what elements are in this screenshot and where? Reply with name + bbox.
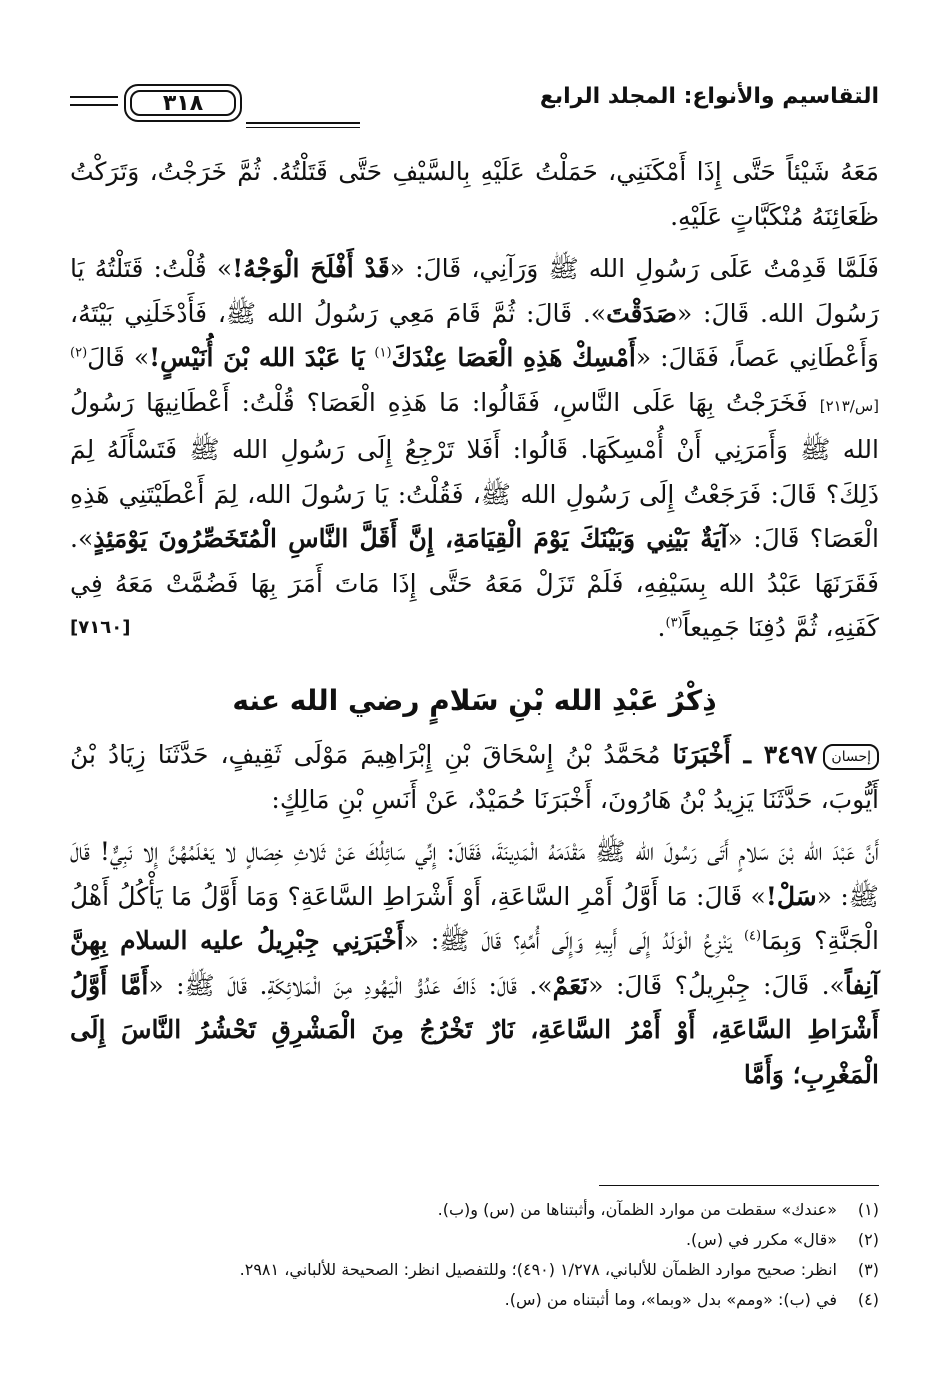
header-rule [246, 127, 360, 128]
footnote [70, 1195, 879, 1225]
hadith-quote: صَدَقْتَ [606, 298, 677, 328]
text-run: » قَالَ: مَا أَوَّلُ أَمْرِ السَّاعَةِ، أَوْ أَشْرَاطِ السَّاعَةِ؟ وَمَا أَوَّلُ مَا يَأْكُلُ أَهْلُ الْجَنَّةِ؟ وَبِمَا [70, 881, 879, 955]
paragraph [70, 150, 879, 239]
page-number: ٣١٨ [130, 90, 236, 116]
hadith-badge: إحسان [823, 744, 879, 770]
isnad: مُحَمَّدُ بْنُ إِسْحَاقَ بْنِ إِبْرَاهِيمَ مَوْلَى ثَقِيفٍ، حَدَّثَنَا زِيَادُ بْنُ أَيُّوبَ، حَدَّثَنَا يَزِيدُ بْنُ هَارُونَ، أَخْبَرَنَا حُمَيْدٌ، عَنْ أَنَسِ بْنِ مَالِكٍ: [70, 740, 879, 814]
header-ornament [70, 104, 118, 106]
header-ornament [70, 96, 118, 98]
footnote-number: (٤) [857, 1290, 879, 1309]
paragraph [70, 247, 879, 651]
footnote-ref[interactable]: (٢) [70, 345, 88, 361]
text-run: ». قَالَ: ذَاكَ عَدُوُّ الْيَهُودِ مِنَ الْمَلائِكَةِ. قَالَ ﷺ: « [148, 970, 553, 1000]
footnote [70, 1225, 879, 1255]
text-run: ». قَالَ: جِبْرِيلُ؟ قَالَ: « [588, 970, 845, 1000]
footnote-text: انظر: صحيح موارد الظمآن للألباني، ١/٢٧٨ (٤٩٠)؛ وللتفصيل انظر: الصحيحة للألباني، ٢٩٨١. [239, 1260, 837, 1279]
page-header [70, 78, 879, 128]
footnote-text: «عندك» سقطت من موارد الظمآن، وأثبتناها من (س) و(ب). [437, 1200, 837, 1219]
footnote-number: (١) [857, 1200, 879, 1219]
hadith-number-ref: [٧١٦٠] [70, 617, 131, 638]
hadith-quote: نَعَمْ [552, 970, 589, 1000]
section-heading: ذِكْرُ عَبْدِ الله بْنِ سَلامٍ رضي الله عنه [232, 683, 717, 717]
footnotes [70, 1195, 879, 1315]
text-run: . [657, 613, 666, 642]
footnote-text: «قال» مكرر في (س). [685, 1230, 837, 1249]
footnote-number: (٢) [857, 1230, 879, 1249]
text-run: ». قَالَ: ثُمَّ قَامَ مَعِي رَسُولُ الله ﷺ، فَأَدْخَلَنِي بَيْتَهُ، وَأَعْطَانِي عَصاً، فَقَالَ: « [70, 298, 879, 372]
footnote [70, 1285, 879, 1315]
text-run: مَعَهُ شَيْئاً حَتَّى إِذَا أَمْكَنَنِي، حَمَلْتُ عَلَيْهِ بِالسَّيْفِ حَتَّى قَتَلْتُهُ. ثُمَّ خَرَجْتُ، وَتَرَكْتُ ظَعَائِنَهُ مُنْكَبَّاتٍ عَلَيْهِ. [70, 157, 879, 231]
hadith-number: ٣٤٩٧ ـ أَخْبَرَنَا [672, 740, 818, 769]
footnote-number: (٣) [857, 1260, 879, 1279]
text-run: فَلَمَّا قَدِمْتُ عَلَى رَسُولِ الله ﷺ وَرَآنِي، قَالَ: « [389, 254, 879, 283]
paragraph [70, 733, 879, 822]
hadith-quote: آيَةٌ بَيْنِي وَبَيْنَكَ يَوْمَ الْقِيَامَةِ، إِنَّ أَقَلَّ النَّاسِ الْمُتَخَصِّرُونَ يَوْمَئِذٍ [93, 524, 728, 553]
hadith-quote: قَدْ أَفْلَحَ الْوَجْهُ! [232, 254, 390, 283]
hadith-quote: يَا عَبْدَ الله بْنَ أُنَيْسٍ! [149, 343, 375, 372]
paragraph [70, 830, 879, 1097]
page-number-box [124, 84, 242, 122]
footnote-ref[interactable]: (٤) [743, 928, 762, 944]
footnote [70, 1255, 879, 1285]
manuscript-ref: [س/٢١٣] [819, 396, 879, 415]
page-number-frame [70, 82, 360, 122]
hadith-quote: سَلْ! [765, 881, 817, 911]
hadith-quote: أَمْسِكْ هَذِهِ الْعَصَا عِنْدَكَ [391, 343, 636, 372]
hadith-quote: أَخْبَرَنِي جِبْرِيلُ عليه السلام بِهِنَّ آنِفاً [70, 926, 880, 1000]
footnote-ref[interactable]: (٣) [665, 615, 683, 631]
main-text [70, 150, 879, 1105]
text-run: » قَالَ [87, 343, 150, 372]
text-run: ». فَقَرَنَهَا عَبْدُ الله بِسَيْفِهِ، فَلَمْ تَزَلْ مَعَهُ حَتَّى إِذَا مَاتَ أَمَرَ بِهَا فَضُمَّتْ مَعَهُ فِي كَفَنِهِ، ثُمَّ دُفِنَا جَمِيعاً [70, 524, 879, 642]
text-run: يَنْزِعُ الْوَلَدُ إِلَى أَبِيهِ وَإِلَى أُمِّهِ؟ قَالَ ﷺ: « [403, 926, 744, 955]
header-rule [246, 122, 360, 124]
footnote-ref[interactable]: (١) [374, 345, 392, 361]
text-run: » قُلْتُ: قَتَلْتُهُ يَا رَسُولَ الله. قَالَ: « [70, 254, 879, 328]
text-run: أَنَّ عَبْدَ الله بْنَ سَلامٍ أَتَى رَسُولَ الله ﷺ مَقْدَمَهُ الْمَدِينَةَ، فَقَالَ: إِنِّي سَائِلُكَ عَنْ ثَلاثِ خِصَالٍ لا يَعْلَمُهُنَّ إِلا نَبِيٌّ! قَالَ ﷺ: « [70, 837, 879, 911]
footnote-text: في (ب): «ومم» بدل «وبما»، وما أثبتناه من (س). [504, 1290, 837, 1309]
text-run: فَخَرَجْتُ بِهَا عَلَى النَّاسِ، فَقَالُوا: مَا هَذِهِ الْعَصَا؟ قُلْتُ: أَعْطَانِيهَا رَسُولُ الله ﷺ وَأَمَرَنِي أَنْ أُمْسِكَهَا. قَالُوا: أَفَلا تَرْجِعُ إِلَى رَسُولِ الله ﷺ فَتَسْأَلَهُ لِمَ ذَلِكَ؟ قَالَ: فَرَجَعْتُ إِلَى رَسُولِ الله ﷺ، فَقُلْتُ: يَا رَسُولَ الله، لِمَ أَعْطَيْتَنِي هَذِهِ الْعَصَا؟ قَالَ: « [70, 387, 879, 553]
hadith-quote: أَمَّا أَوَّلُ أَشْرَاطِ السَّاعَةِ، أَوْ أَمْرُ السَّاعَةِ، نَارٌ تَخْرُجُ مِنَ الْمَشْرِقِ تَحْشُرُ النَّاسَ إِلَى الْمَغْرِبِ؛ وَأَمَّا [70, 970, 879, 1089]
running-title: التقاسيم والأنواع: المجلد الرابع [539, 84, 879, 109]
footnote-separator [599, 1185, 879, 1186]
